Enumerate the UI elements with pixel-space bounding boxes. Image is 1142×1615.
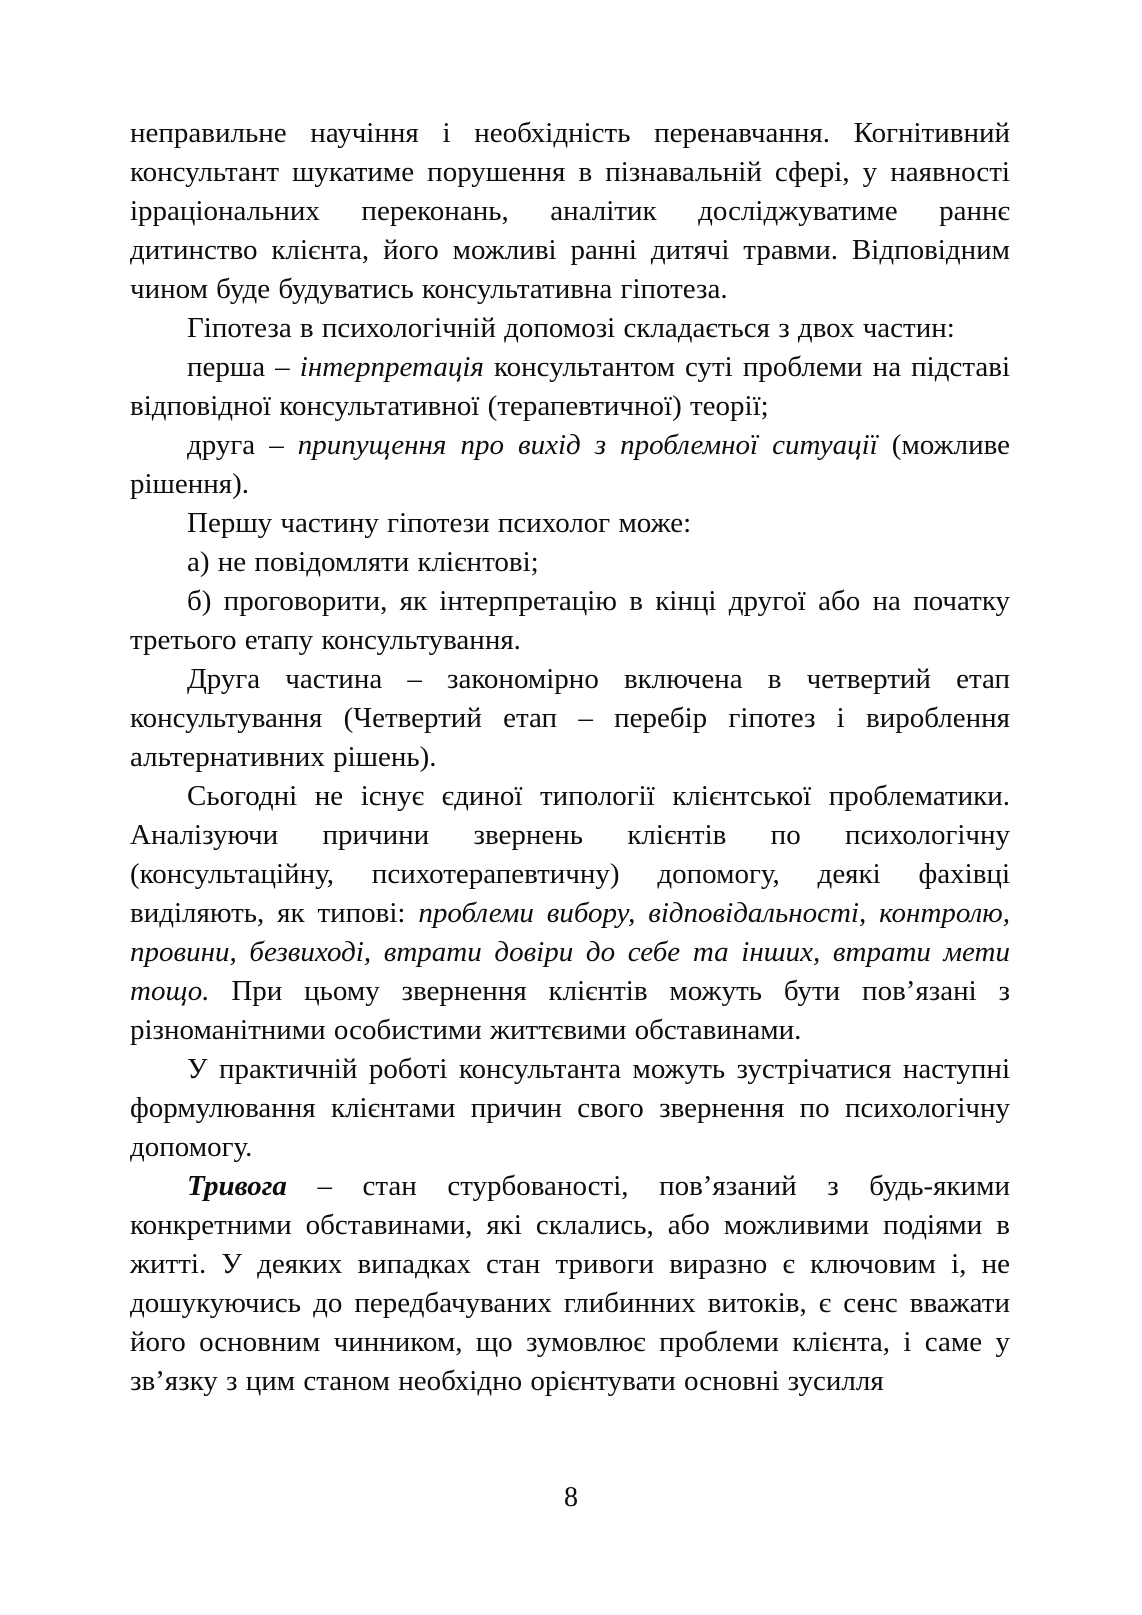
paragraph <box>130 582 1010 660</box>
text-run: інтерпретація <box>299 351 484 383</box>
text-run: У практичній роботі консультанта можуть зустрічатися наступні формулювання клієнтами причин свого звернення по психологічну допомогу. <box>130 1053 1010 1163</box>
text-run: неправильне научіння і необхідність перенавчання. Когнітивний консультант шукатиме порушення в пізнавальній сфері, у наявності ірраціональних переконань, аналітик досліджуватиме раннє дитинство клієнта, його можливі ранні дитячі травми. Відповідним чином буде будуватись консультативна гіпотеза. <box>130 117 1010 305</box>
text-run: б) проговорити, як інтерпретацію в кінці другої або на початку третього етапу консультування. <box>130 585 1010 656</box>
paragraph <box>130 1167 1010 1401</box>
paragraph <box>130 777 1010 1050</box>
paragraph <box>130 660 1010 777</box>
text-run: консультантом суті проблеми на підставі відповідної консультативної (терапевтичної) теорії; <box>130 351 1011 422</box>
paragraph <box>130 114 1010 309</box>
text-run: Першу частину гіпотези психолог може: <box>187 507 692 539</box>
paragraph <box>130 309 1010 348</box>
paragraph <box>130 504 1010 543</box>
paragraph <box>130 1050 1010 1167</box>
text-run: Сьогодні не існує єдиної типології клієнтської проблематики. Аналізуючи причини звернень клієнтів по психологічну (консультаційну, психотерапевтичну) допомогу, деякі фахівці виділяють, як типові: <box>130 780 1010 929</box>
text-run: Гіпотеза в психологічній допомозі складається з двох частин: <box>187 312 955 344</box>
text-run: припущення про вихід з проблемної ситуації <box>297 429 878 461</box>
text-run: перша – <box>187 351 300 383</box>
text-body <box>130 114 1010 1401</box>
paragraph <box>130 348 1010 426</box>
text-run: Друга частина – закономірно включена в четвертий етап консультування (Четвертий етап – перебір гіпотез і вироблення альтернативних рішень). <box>130 663 1010 773</box>
text-run: – стан стурбованості, пов’язаний з будь-якими конкретними обставинами, які склались, або можливими подіями в житті. У деяких випадках стан тривоги виразно є ключовим і, не дошукуючись до передбачуваних глибинних витоків, є сенс вважати його основним чинником, що зумовлює проблеми клієнта, і саме у зв’язку з цим станом необхідно орієнтувати основні зусилля <box>130 1170 1010 1397</box>
text-run: друга – <box>187 429 298 461</box>
text-run: Тривога <box>187 1170 287 1202</box>
text-run: (можливе рішення). <box>130 429 1010 500</box>
text-run: а) не повідомляти клієнтові; <box>187 546 539 578</box>
text-run: проблеми вибору, відповідальності, контролю, провини, безвиході, втрати довіри до себе та інших, втрати мети тощо. <box>130 897 1011 1007</box>
page-number: 8 <box>564 1482 578 1513</box>
paragraph <box>130 543 1010 582</box>
text-run: При цьому звернення клієнтів можуть бути пов’язані з різноманітними особистими життєвими обставинами. <box>130 975 1010 1046</box>
paragraph <box>130 426 1010 504</box>
